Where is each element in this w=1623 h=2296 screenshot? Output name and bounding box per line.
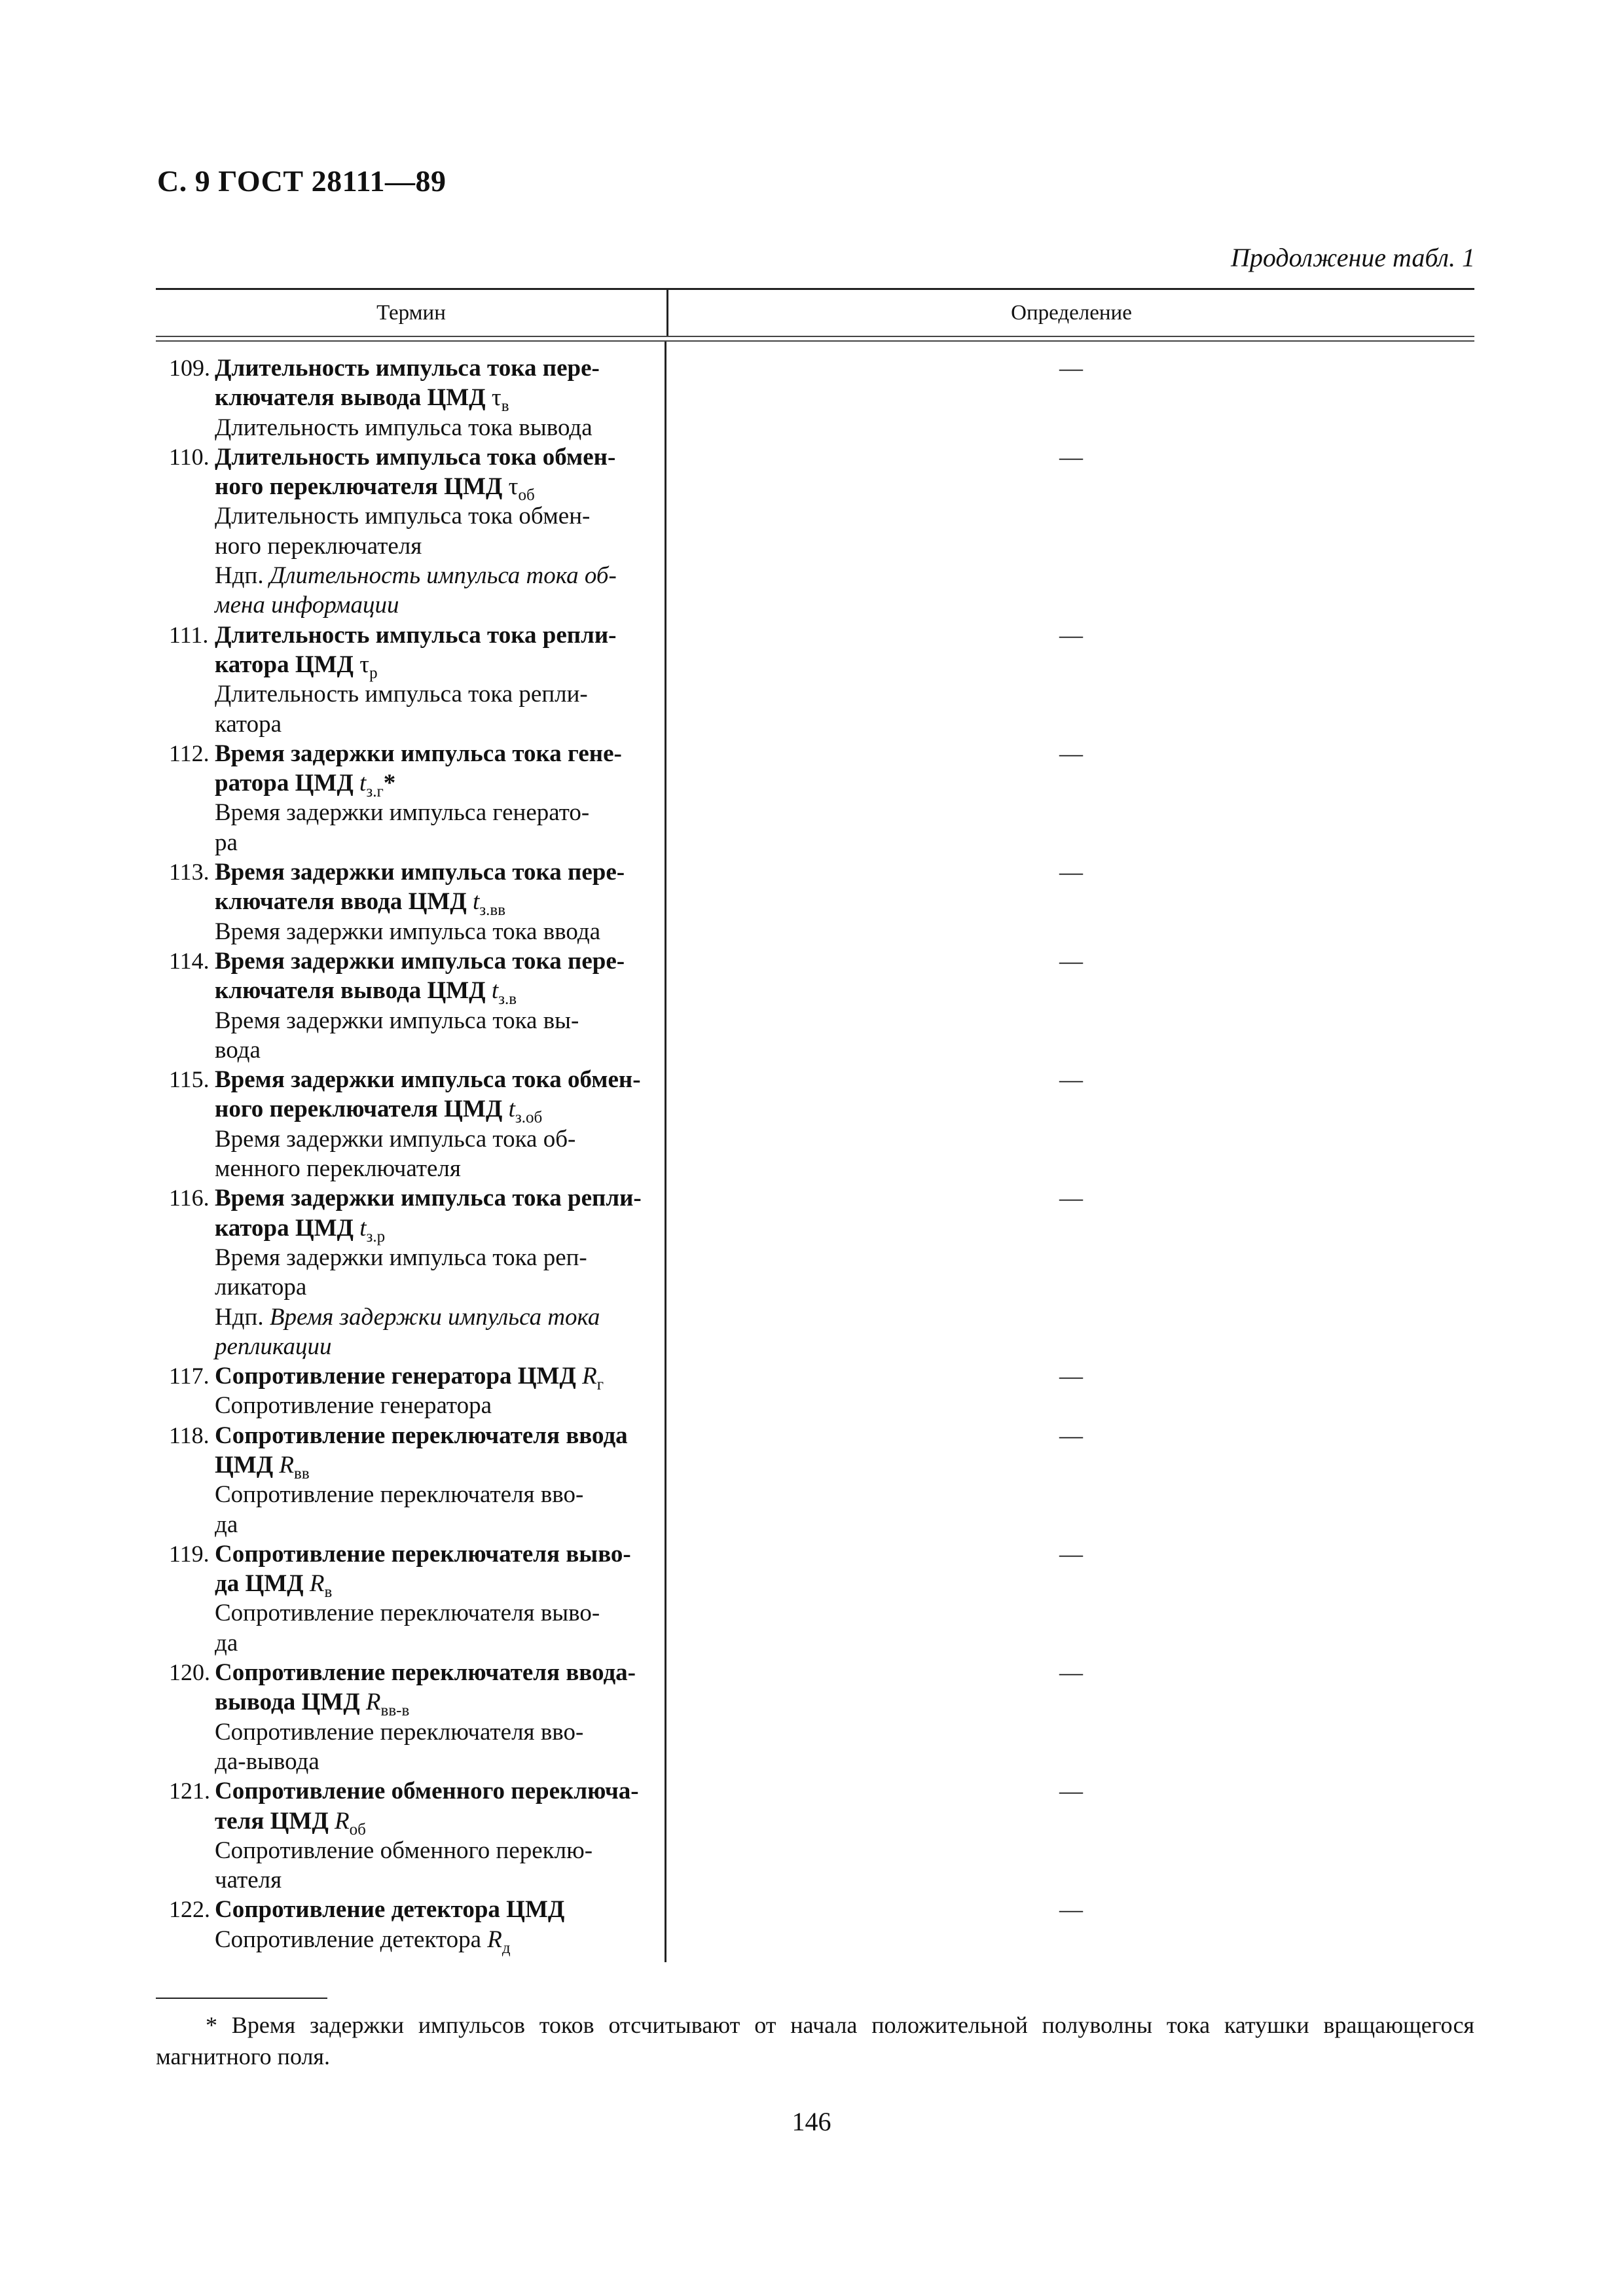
definition-dash: — bbox=[1059, 947, 1083, 974]
term-line bbox=[156, 1598, 665, 1628]
table-body bbox=[156, 342, 1474, 1962]
term-line bbox=[156, 946, 665, 976]
definition-dash: — bbox=[1059, 1363, 1083, 1390]
term-synonym: ра bbox=[215, 829, 238, 856]
term-number: 109. bbox=[169, 355, 210, 381]
term-number: 112. bbox=[169, 740, 210, 766]
term-synonym: Длительность импульса тока репли- bbox=[215, 681, 588, 708]
term-symbol: R bbox=[487, 1926, 502, 1953]
term-symbol: t bbox=[473, 888, 480, 916]
term-symbol-subscript: г bbox=[596, 1376, 604, 1394]
term-line bbox=[156, 1687, 665, 1720]
term-number: 117. bbox=[169, 1363, 210, 1390]
term-number: 121. bbox=[169, 1778, 210, 1804]
term-line bbox=[156, 1806, 665, 1839]
term-line bbox=[156, 590, 665, 620]
term-line bbox=[156, 1569, 665, 1602]
term-number: 113. bbox=[169, 859, 210, 886]
term-synonym: Время задержки импульса тока реп- bbox=[215, 1244, 587, 1271]
term-name: Сопротивление переключателя ввода- bbox=[215, 1659, 636, 1687]
table-continuation-label: Продолжение табл. 1 bbox=[1230, 243, 1475, 272]
term-line bbox=[156, 976, 665, 1009]
term-synonym: да-вывода bbox=[215, 1748, 319, 1775]
term-symbol-subscript: д bbox=[501, 1939, 511, 1957]
term-synonym: Длительность импульса тока вывода bbox=[215, 414, 593, 441]
term-line bbox=[156, 798, 665, 827]
term-name: вывода ЦМД bbox=[215, 1689, 366, 1716]
term-name: ключателя ввода ЦМД bbox=[215, 888, 473, 916]
term-synonym: Сопротивление переключателя выво- bbox=[215, 1600, 600, 1627]
term-line bbox=[156, 739, 665, 768]
term-name: Сопротивление переключателя выво- bbox=[215, 1540, 631, 1568]
term-line bbox=[156, 1510, 665, 1539]
term-entry bbox=[156, 620, 665, 739]
term-name: Сопротивление переключателя ввода bbox=[215, 1422, 628, 1449]
term-entry bbox=[156, 946, 665, 1065]
definition-dash: — bbox=[1059, 1540, 1083, 1567]
definition-dash: — bbox=[1059, 621, 1083, 648]
term-name: ратора ЦМД bbox=[215, 770, 360, 797]
term-symbol-subscript: з.г bbox=[366, 783, 384, 801]
term-line bbox=[156, 383, 665, 416]
term-name: Время задержки импульса тока обмен- bbox=[215, 1066, 641, 1094]
term-name: Длительность импульса тока репли- bbox=[215, 621, 617, 649]
term-entry bbox=[156, 353, 665, 442]
term-synonym: да bbox=[215, 1629, 238, 1657]
term-column bbox=[156, 342, 666, 1962]
term-number: 114. bbox=[169, 947, 210, 974]
term-line bbox=[156, 1391, 665, 1420]
term-line bbox=[156, 1836, 665, 1865]
term-synonym: Сопротивление обменного переклю- bbox=[215, 1837, 593, 1864]
definition-dash: — bbox=[1059, 355, 1083, 381]
term-entry bbox=[156, 739, 665, 857]
term-synonym: менного переключателя bbox=[215, 1155, 461, 1183]
term-line bbox=[156, 1717, 665, 1747]
term-line bbox=[156, 1124, 665, 1154]
term-synonym: Сопротивление переключателя вво- bbox=[215, 1718, 584, 1746]
definition-dash: — bbox=[1059, 740, 1083, 766]
term-line bbox=[156, 620, 665, 650]
term-line bbox=[156, 1183, 665, 1213]
term-number: 116. bbox=[169, 1185, 210, 1211]
deprecated-term: мена информации bbox=[215, 592, 399, 619]
term-line bbox=[156, 1539, 665, 1569]
term-name: Время задержки импульса тока гене- bbox=[215, 740, 622, 767]
term-line bbox=[156, 709, 665, 739]
term-synonym: Длительность импульса тока обмен- bbox=[215, 503, 591, 530]
term-name: Сопротивление детектора ЦМД bbox=[215, 1896, 565, 1924]
term-line bbox=[156, 1065, 665, 1094]
term-symbol-subscript: вв-в bbox=[380, 1702, 410, 1720]
term-name: Время задержки импульса тока пере- bbox=[215, 947, 625, 975]
term-symbol: τ bbox=[359, 651, 370, 678]
term-synonym: Сопротивление генератора bbox=[215, 1392, 492, 1420]
term-entry bbox=[156, 1658, 665, 1776]
term-line bbox=[156, 561, 665, 590]
term-line bbox=[156, 1332, 665, 1361]
term-symbol: t bbox=[508, 1096, 515, 1123]
term-symbol: t bbox=[491, 977, 499, 1005]
definition-dash: — bbox=[1059, 1896, 1083, 1923]
term-line bbox=[156, 1925, 665, 1957]
term-line bbox=[156, 1865, 665, 1895]
term-entry bbox=[156, 857, 665, 946]
term-symbol: R bbox=[365, 1689, 381, 1716]
term-line bbox=[156, 472, 665, 505]
definition-dash: — bbox=[1059, 1659, 1083, 1686]
term-name: Сопротивление обменного переключа- bbox=[215, 1778, 639, 1805]
term-name: ЦМД bbox=[215, 1451, 280, 1479]
term-synonym: ного переключателя bbox=[215, 532, 422, 560]
term-line bbox=[156, 1154, 665, 1183]
term-line bbox=[156, 1747, 665, 1776]
term-line bbox=[156, 531, 665, 561]
definition-dash: — bbox=[1059, 859, 1083, 886]
term-line bbox=[156, 413, 665, 442]
term-line bbox=[156, 1302, 665, 1332]
term-number: 118. bbox=[169, 1422, 210, 1448]
footnote: * Время задержки импульсов токов отсчитывают от начала положительной полуволны тока катушки вращающегося магнитного поля. bbox=[156, 2012, 1474, 2070]
term-symbol-subscript: в bbox=[324, 1583, 333, 1602]
term-entry bbox=[156, 1776, 665, 1895]
term-line bbox=[156, 917, 665, 946]
term-entry bbox=[156, 1539, 665, 1658]
term-entry bbox=[156, 1183, 665, 1361]
term-name: да ЦМД bbox=[215, 1570, 310, 1598]
term-symbol: R bbox=[279, 1451, 295, 1479]
term-symbol-subscript: р bbox=[369, 664, 378, 682]
term-symbol-subscript: вв bbox=[294, 1464, 310, 1482]
term-synonym: Ндп. bbox=[215, 562, 270, 590]
term-number: 122. bbox=[169, 1896, 210, 1923]
deprecated-term: Длительность импульса тока об- bbox=[269, 562, 617, 590]
term-symbol: R bbox=[582, 1363, 597, 1390]
term-synonym: ликатора bbox=[215, 1274, 307, 1301]
term-synonym: вода bbox=[215, 1036, 261, 1064]
term-symbol: t bbox=[359, 1214, 367, 1242]
term-name: ключателя вывода ЦМД bbox=[215, 384, 492, 412]
term-symbol: R bbox=[335, 1807, 350, 1835]
term-line bbox=[156, 1243, 665, 1272]
term-symbol: τ bbox=[508, 473, 519, 501]
definition-dash: — bbox=[1059, 443, 1083, 470]
term-synonym: Время задержки импульса тока вы- bbox=[215, 1007, 579, 1034]
table-header-row bbox=[156, 290, 1474, 336]
definition-dash: — bbox=[1059, 1185, 1083, 1211]
deprecated-term: репликации bbox=[215, 1333, 332, 1360]
term-line bbox=[156, 828, 665, 857]
term-symbol-subscript: в bbox=[501, 397, 509, 416]
deprecated-term: Время задержки импульса тока bbox=[269, 1303, 600, 1331]
term-symbol: R bbox=[309, 1570, 325, 1598]
term-number: 119. bbox=[169, 1540, 210, 1567]
term-symbol-subscript: з.вв bbox=[479, 901, 506, 920]
term-entry bbox=[156, 1065, 665, 1183]
footnote-marker: * bbox=[383, 770, 396, 797]
term-line bbox=[156, 1776, 665, 1806]
term-entry bbox=[156, 442, 665, 620]
term-symbol: τ bbox=[491, 384, 501, 412]
definition-column bbox=[666, 342, 1474, 1962]
term-line bbox=[156, 1480, 665, 1509]
term-synonym: Сопротивление детектора bbox=[215, 1926, 488, 1953]
term-synonym: Время задержки импульса тока об- bbox=[215, 1125, 576, 1153]
term-number: 115. bbox=[169, 1066, 210, 1093]
term-entry bbox=[156, 1361, 665, 1421]
term-line bbox=[156, 1658, 665, 1687]
term-line bbox=[156, 1035, 665, 1065]
term-line bbox=[156, 1628, 665, 1658]
definition-dash: — bbox=[1059, 1422, 1083, 1448]
term-line bbox=[156, 1094, 665, 1127]
term-synonym: Ндп. bbox=[215, 1303, 270, 1331]
term-name: теля ЦМД bbox=[215, 1807, 335, 1835]
term-line bbox=[156, 442, 665, 472]
term-name: катора ЦМД bbox=[215, 651, 360, 678]
term-line bbox=[156, 857, 665, 887]
term-line bbox=[156, 679, 665, 709]
definition-dash: — bbox=[1059, 1066, 1083, 1093]
term-symbol-subscript: з.р bbox=[366, 1227, 386, 1246]
term-name: Время задержки импульса тока пере- bbox=[215, 859, 625, 886]
term-symbol-subscript: об bbox=[349, 1820, 366, 1839]
definition-dash: — bbox=[1059, 1778, 1083, 1804]
term-entry bbox=[156, 1895, 665, 1957]
term-synonym: Время задержки импульса тока ввода bbox=[215, 918, 601, 945]
column-header-term: Термин bbox=[156, 290, 668, 336]
term-synonym: да bbox=[215, 1511, 238, 1538]
term-line bbox=[156, 768, 665, 801]
term-line bbox=[156, 501, 665, 531]
term-number: 110. bbox=[169, 443, 210, 470]
term-name: катора ЦМД bbox=[215, 1214, 360, 1242]
term-line bbox=[156, 650, 665, 682]
term-line bbox=[156, 1895, 665, 1924]
term-synonym: Время задержки импульса генерато- bbox=[215, 799, 590, 827]
term-synonym: катора bbox=[215, 710, 282, 738]
term-symbol-subscript: з.в bbox=[498, 990, 517, 1009]
term-name: ного переключателя ЦМД bbox=[215, 473, 509, 501]
term-symbol-subscript: об bbox=[518, 486, 535, 505]
term-name: Длительность импульса тока пере- bbox=[215, 355, 600, 382]
term-name: Длительность импульса тока обмен- bbox=[215, 443, 616, 471]
term-line bbox=[156, 353, 665, 383]
term-synonym: Сопротивление переключателя вво- bbox=[215, 1481, 584, 1509]
term-number: 120. bbox=[169, 1659, 210, 1686]
term-name: ключателя вывода ЦМД bbox=[215, 977, 492, 1005]
term-line bbox=[156, 887, 665, 920]
page-header: С. 9 ГОСТ 28111—89 bbox=[157, 164, 447, 198]
term-symbol-subscript: з.об bbox=[515, 1109, 543, 1127]
footnote-rule bbox=[156, 1998, 327, 1999]
terms-table bbox=[156, 288, 1474, 1962]
term-entry bbox=[156, 1421, 665, 1539]
term-line bbox=[156, 1450, 665, 1480]
table-header-double-rule bbox=[156, 336, 1474, 342]
term-number: 111. bbox=[169, 621, 209, 648]
term-line bbox=[156, 1272, 665, 1302]
term-line bbox=[156, 1006, 665, 1035]
term-line bbox=[156, 1421, 665, 1450]
term-line bbox=[156, 1361, 665, 1394]
term-symbol: t bbox=[359, 770, 367, 797]
column-header-definition: Определение bbox=[1011, 300, 1132, 325]
term-line bbox=[156, 1213, 665, 1246]
term-name: Сопротивление генератора ЦМД bbox=[215, 1363, 583, 1390]
term-synonym: чателя bbox=[215, 1867, 282, 1894]
term-name: Время задержки импульса тока репли- bbox=[215, 1185, 642, 1212]
term-name: ного переключателя ЦМД bbox=[215, 1096, 509, 1123]
page-number: 146 bbox=[792, 2107, 831, 2136]
